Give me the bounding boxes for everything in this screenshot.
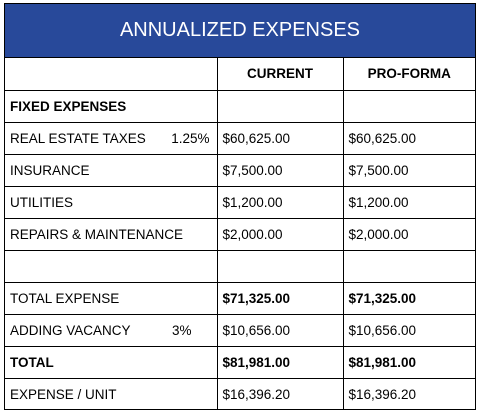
table-row-total	[5, 346, 475, 378]
row-current: $81,981.00	[217, 346, 343, 378]
row-label-cell	[5, 314, 217, 346]
table-row-utilities	[5, 186, 475, 218]
table-row-repairs-maintenance	[5, 218, 475, 250]
row-label: FIXED EXPENSES	[5, 90, 217, 122]
row-proforma: $81,981.00	[343, 346, 475, 378]
table-row-adding-vacancy	[5, 314, 475, 346]
row-current: $7,500.00	[217, 154, 343, 186]
table-row-insurance	[5, 154, 475, 186]
row-label-cell	[5, 122, 217, 154]
row-percent: 1.25%	[171, 130, 210, 146]
row-label: ADDING VACANCY	[10, 322, 131, 338]
row-proforma: $2,000.00	[343, 218, 475, 250]
row-current	[217, 90, 343, 122]
sheet-title: ANNUALIZED EXPENSES	[5, 4, 475, 58]
table-row-real-estate-taxes	[5, 122, 475, 154]
row-current: $16,396.20	[217, 378, 343, 410]
row-label: UTILITIES	[5, 186, 217, 218]
row-percent: 3%	[171, 322, 192, 338]
table-row-total-expense	[5, 282, 475, 314]
row-label: TOTAL EXPENSE	[5, 282, 217, 314]
row-current: $71,325.00	[217, 282, 343, 314]
header-current: CURRENT	[217, 58, 343, 90]
row-proforma: $10,656.00	[343, 314, 475, 346]
expense-table	[5, 58, 475, 410]
row-proforma	[343, 90, 475, 122]
row-proforma: $71,325.00	[343, 282, 475, 314]
row-current	[217, 250, 343, 282]
table-row-fixed-expenses	[5, 90, 475, 122]
row-proforma: $1,200.00	[343, 186, 475, 218]
row-label: INSURANCE	[5, 154, 217, 186]
row-label: REAL ESTATE TAXES	[10, 130, 146, 146]
row-label: TOTAL	[5, 346, 217, 378]
row-current: $10,656.00	[217, 314, 343, 346]
header-label-cell	[5, 58, 217, 90]
row-proforma: $16,396.20	[343, 378, 475, 410]
row-proforma: $7,500.00	[343, 154, 475, 186]
expense-sheet	[4, 3, 476, 410]
row-current: $60,625.00	[217, 122, 343, 154]
row-label: REPAIRS & MAINTENANCE	[5, 218, 217, 250]
table-row-blank	[5, 250, 475, 282]
table-row-expense-per-unit	[5, 378, 475, 410]
row-label	[5, 250, 217, 282]
row-label: EXPENSE / UNIT	[5, 378, 217, 410]
row-proforma: $60,625.00	[343, 122, 475, 154]
row-proforma	[343, 250, 475, 282]
header-row	[5, 58, 475, 90]
header-proforma: PRO-FORMA	[343, 58, 475, 90]
row-current: $1,200.00	[217, 186, 343, 218]
row-current: $2,000.00	[217, 218, 343, 250]
